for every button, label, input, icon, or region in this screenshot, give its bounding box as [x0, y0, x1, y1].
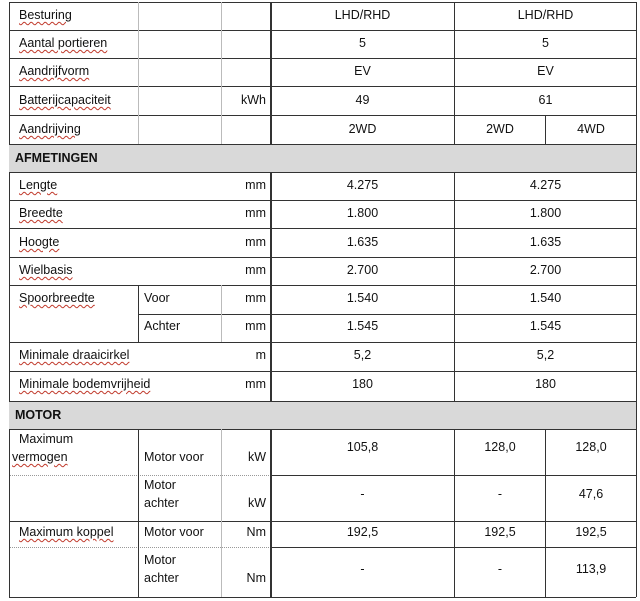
value-koppel-voor-1: 192,5 — [346, 525, 379, 539]
value-draaicirkel-2: 5,2 — [536, 348, 555, 362]
unit-batterij: kWh — [241, 93, 266, 107]
value-spoorbreedte-voor-1: 1.540 — [346, 291, 379, 305]
label-besturing: Besturing — [19, 8, 72, 22]
value-portieren-1: 5 — [359, 36, 366, 50]
section-motor — [9, 401, 636, 429]
unit-bodemvrijheid: mm — [245, 377, 266, 391]
value-breedte-1: 1.800 — [346, 206, 379, 220]
unit-breedte: mm — [245, 206, 266, 220]
unit-koppel-achter: Nm — [246, 571, 266, 585]
value-bodemvrijheid-2: 180 — [535, 377, 556, 391]
label-aandrijving: Aandrijving — [19, 122, 81, 136]
sublabel-koppel-achter-line2: achter — [144, 571, 179, 585]
value-portieren-2: 5 — [542, 36, 549, 50]
sublabel-koppel-achter-line1: Motor — [144, 553, 176, 567]
value-koppel-achter-2b: 113,9 — [575, 562, 607, 576]
label-batterij: Batterijcapaciteit — [19, 93, 111, 107]
section-afmetingen — [9, 144, 636, 172]
label-vermogen-line1: Maximum — [19, 432, 74, 446]
value-aandrijving-2a: 2WD — [486, 122, 514, 136]
value-aandrijving-2b: 4WD — [577, 122, 605, 136]
label-hoogte: Hoogte — [19, 235, 60, 249]
sublabel-vermogen-achter-line2: achter — [144, 496, 179, 510]
value-besturing-2: LHD/RHD — [517, 8, 574, 22]
value-batterij-2: 61 — [538, 93, 553, 107]
value-koppel-voor-2b: 192,5 — [575, 525, 607, 539]
value-draaicirkel-1: 5,2 — [353, 348, 372, 362]
value-koppel-achter-1: - — [360, 562, 365, 576]
sublabel-vermogen-achter-line1: Motor — [144, 478, 176, 492]
value-besturing-1: LHD/RHD — [334, 8, 391, 22]
value-spoorbreedte-achter-1: 1.545 — [346, 319, 379, 333]
sublabel-vermogen-voor: Motor voor — [144, 450, 204, 464]
label-portieren: Aantal portieren — [19, 36, 108, 50]
unit-spoorbreedte-achter: mm — [245, 319, 266, 333]
label-wielbasis: Wielbasis — [19, 263, 73, 277]
value-batterij-1: 49 — [355, 93, 370, 107]
unit-wielbasis: mm — [245, 263, 266, 277]
unit-draaicirkel: m — [255, 348, 266, 362]
unit-vermogen-voor: kW — [247, 450, 266, 464]
label-bodemvrijheid: Minimale bodemvrijheid — [19, 377, 151, 391]
label-lengte: Lengte — [19, 178, 58, 192]
section-title-motor: MOTOR — [15, 408, 62, 422]
section-title-afmetingen: AFMETINGEN — [15, 151, 98, 165]
value-vermogen-voor-2a: 128,0 — [484, 440, 516, 454]
unit-lengte: mm — [245, 178, 266, 192]
value-wielbasis-1: 2.700 — [346, 263, 379, 277]
value-wielbasis-2: 2.700 — [529, 263, 562, 277]
unit-spoorbreedte-voor: mm — [245, 291, 266, 305]
value-vermogen-achter-1: - — [360, 487, 365, 501]
label-spoorbreedte: Spoorbreedte — [19, 291, 95, 305]
unit-hoogte: mm — [245, 235, 266, 249]
value-koppel-achter-2a: - — [497, 562, 503, 576]
value-bodemvrijheid-1: 180 — [352, 377, 373, 391]
value-aandrijfvorm-1: EV — [354, 64, 371, 78]
value-spoorbreedte-achter-2: 1.545 — [529, 319, 562, 333]
label-koppel: Maximum koppel — [19, 525, 114, 539]
value-vermogen-achter-2b: 47,6 — [578, 487, 604, 501]
value-aandrijving-1: 2WD — [348, 122, 377, 136]
unit-vermogen-achter: kW — [247, 496, 266, 510]
value-vermogen-voor-1: 105,8 — [346, 440, 379, 454]
value-lengte-1: 4.275 — [346, 178, 379, 192]
value-koppel-voor-2a: 192,5 — [484, 525, 516, 539]
value-vermogen-achter-2a: - — [497, 487, 503, 501]
label-aandrijfvorm: Aandrijfvorm — [19, 64, 90, 78]
value-hoogte-2: 1.635 — [529, 235, 562, 249]
value-lengte-2: 4.275 — [529, 178, 562, 192]
sublabel-spoorbreedte-voor: Voor — [144, 291, 170, 305]
sublabel-koppel-voor: Motor voor — [144, 525, 204, 539]
value-hoogte-1: 1.635 — [346, 235, 379, 249]
sublabel-spoorbreedte-achter: Achter — [144, 319, 181, 333]
value-breedte-2: 1.800 — [529, 206, 562, 220]
label-breedte: Breedte — [19, 206, 63, 220]
value-aandrijfvorm-2: EV — [537, 64, 554, 78]
value-spoorbreedte-voor-2: 1.540 — [529, 291, 562, 305]
value-vermogen-voor-2b: 128,0 — [575, 440, 607, 454]
label-draaicirkel: Minimale draaicirkel — [19, 348, 130, 362]
label-vermogen-line2: vermogen — [12, 450, 68, 464]
unit-koppel-voor: Nm — [246, 525, 266, 539]
